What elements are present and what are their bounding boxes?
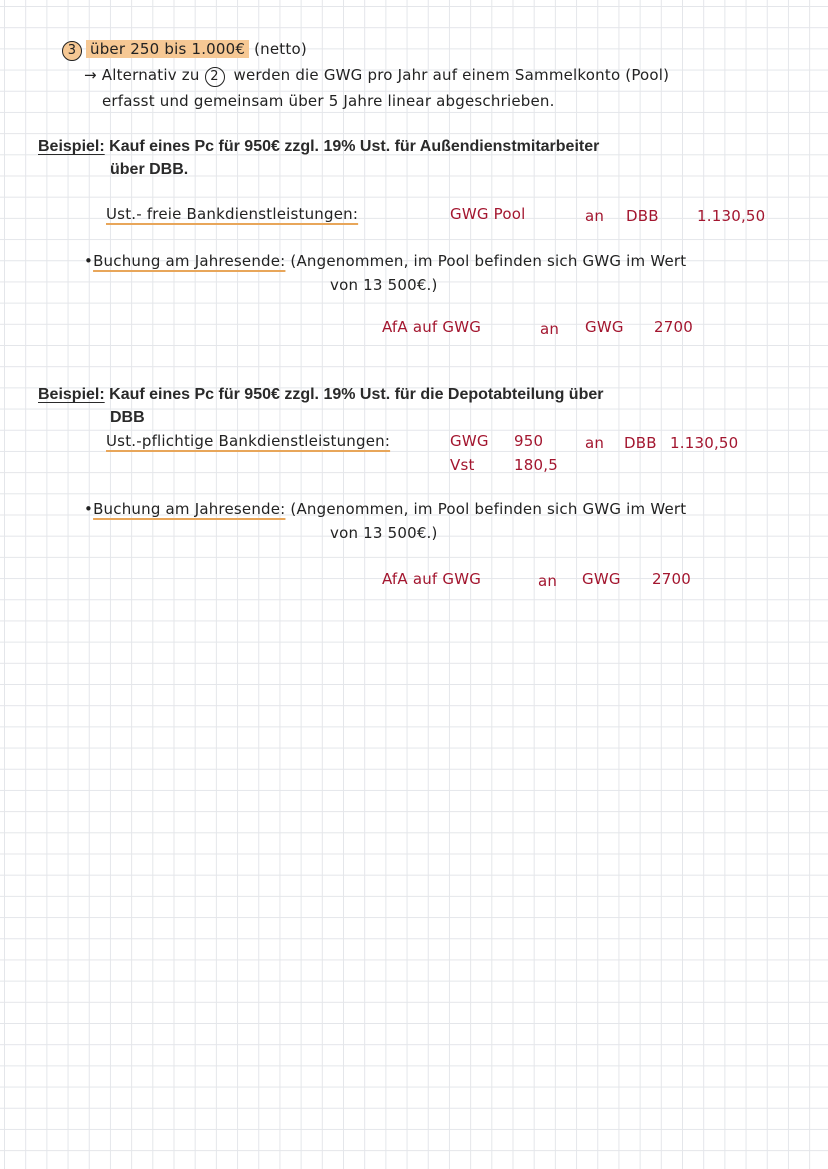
example-label: Beispiel: (38, 386, 105, 403)
section-3-heading (62, 40, 307, 61)
reference-number-badge: 2 (205, 67, 225, 87)
bullet: • (84, 252, 94, 270)
example-2-credit: DBB (624, 434, 657, 452)
example-1-year-end (84, 252, 686, 270)
example-1-afa-amount: 2700 (654, 318, 693, 336)
example-2-entry-label: Ust.-pflichtige Bankdienstleistungen: (106, 432, 391, 450)
arrow-icon: → (84, 66, 97, 84)
example-2-afa-debit: AfA auf GWG (382, 570, 482, 588)
bullet: • (84, 500, 94, 518)
example-1-afa-debit: AfA auf GWG (382, 318, 482, 336)
line1-pre: Alternativ zu (101, 66, 200, 84)
section-heading-highlight: über 250 bis 1.000€ (86, 40, 249, 58)
section-number-badge: 3 (62, 41, 82, 61)
example-1-text (38, 138, 599, 156)
year-end-label: Buchung am Jahresende: (93, 500, 286, 518)
example-1-year-end-note2: von 13 500€.) (330, 276, 438, 294)
example-text-line1: Kauf eines Pc für 950€ zzgl. 19% Ust. für Außendienstmitarbeiter (109, 138, 600, 155)
example-1-entry-label: Ust.- freie Bankdienstleistungen: (106, 205, 359, 223)
example-2-afa-credit: GWG (582, 570, 621, 588)
example-text-line1: Kauf eines Pc für 950€ zzgl. 19% Ust. für die Depotabteilung über (109, 386, 604, 403)
example-2-debit1: GWG (450, 432, 489, 450)
example-2-debit2-amount: 180,5 (514, 456, 558, 474)
example-1-an: an (585, 207, 605, 225)
year-end-note: (Angenommen, im Pool befinden sich GWG im Wert (290, 500, 687, 518)
year-end-note: (Angenommen, im Pool befinden sich GWG im Wert (290, 252, 687, 270)
example-2-an: an (585, 434, 605, 452)
example-1-afa-credit: GWG (585, 318, 624, 336)
example-2-afa-an: an (538, 572, 558, 590)
example-2-year-end-note2: von 13 500€.) (330, 524, 438, 542)
example-1-debit: GWG Pool (450, 205, 526, 223)
example-2-year-end (84, 500, 686, 518)
section-heading-suffix: (netto) (254, 40, 307, 58)
example-1-afa-an: an (540, 320, 560, 338)
example-2-debit2: Vst (450, 456, 475, 474)
year-end-label: Buchung am Jahresende: (93, 252, 286, 270)
example-2-text-line2: DBB (110, 409, 145, 426)
example-1-amount: 1.130,50 (697, 207, 766, 225)
example-2-debit1-amount: 950 (514, 432, 544, 450)
section-3-line1 (84, 66, 669, 87)
example-2-amount: 1.130,50 (670, 434, 739, 452)
example-1-text-line2: über DBB. (110, 161, 189, 178)
example-label: Beispiel: (38, 138, 105, 155)
section-3-line2: erfasst und gemeinsam über 5 Jahre linear abgeschrieben. (102, 92, 555, 110)
example-2-text (38, 386, 603, 404)
example-1-credit: DBB (626, 207, 659, 225)
line1-post: werden die GWG pro Jahr auf einem Sammelkonto (Pool) (233, 66, 670, 84)
example-2-afa-amount: 2700 (652, 570, 691, 588)
